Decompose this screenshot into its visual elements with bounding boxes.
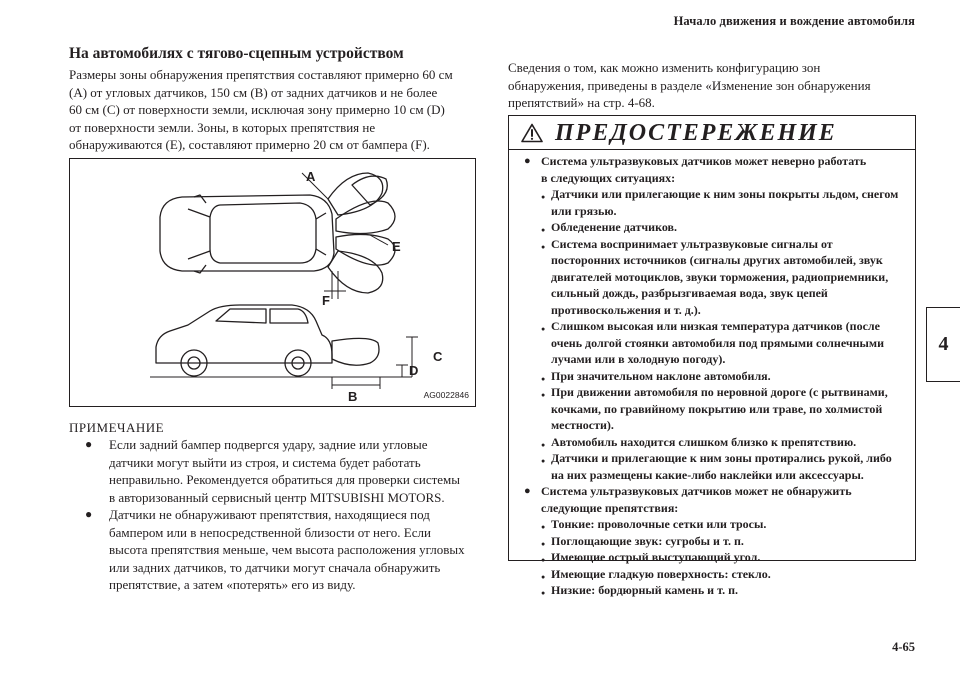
note-line: Если задний бампер подвергся удару, задние или угловые [109, 437, 428, 452]
warning-line-text: Низкие: бордюрный камень и т. п. [551, 583, 739, 597]
warning-subitem [519, 467, 905, 484]
car-side-view-body [156, 305, 332, 363]
dimension-d-line [396, 365, 408, 377]
warning-subitem [519, 269, 905, 286]
warning-line-text: кочками, по гравийному покрытию или траве, по холмистой [551, 401, 883, 416]
bullet-icon: ● [524, 485, 531, 497]
bullet-icon: ● [541, 226, 546, 234]
label-b: B [348, 389, 358, 404]
warning-subitem [519, 434, 905, 451]
car-top-view-roof [210, 203, 316, 263]
warning-subitem [519, 236, 905, 253]
note-line: датчики могут выйти из строя, и система будет работать [109, 454, 421, 470]
side-rear-zone [332, 338, 379, 365]
chapter-number: 4 [938, 333, 949, 355]
warning-subitem [519, 384, 905, 401]
warning-line-text: в следующих ситуациях: [541, 170, 676, 185]
dimension-b-line [332, 377, 380, 389]
warning-header [509, 116, 915, 150]
note-line: высота препятствия меньше, чем высота расположения угловых [109, 542, 465, 557]
detection-zone-paragraph [69, 66, 479, 154]
note-item [85, 506, 479, 594]
note-block [69, 419, 479, 594]
warning-subitem [519, 203, 905, 220]
warning-subitem [519, 417, 905, 434]
warning-triangle-icon [521, 123, 543, 143]
warning-line-text: При значительном наклоне автомобиля. [551, 368, 771, 383]
warning-line-text: Система воспринимает ультразвуковые сигналы от [551, 236, 833, 251]
bullet-icon: ● [541, 572, 546, 581]
warning-line-text: Датчики или прилегающие к ним зоны покрыты льдом, снегом [551, 187, 899, 201]
bullet-icon: ● [541, 523, 546, 531]
intro-line: Сведения о том, как можно изменить конфигурацию зон [508, 60, 821, 75]
warning-subitem [519, 351, 905, 368]
warning-line-text: Имеющие острый выступающий угол. [551, 550, 761, 564]
warning-subitem [519, 252, 905, 269]
bullet-icon: ● [541, 391, 546, 399]
label-e: E [392, 239, 401, 254]
warning-line-text: двигателей мотоциклов, звуки торможения, радиоприемники, [551, 269, 889, 284]
warning-line-text: Обледенение датчиков. [551, 220, 677, 234]
warning-title: ПРЕДОСТЕРЕЖЕНИЕ [555, 119, 837, 146]
warning-subitem [519, 219, 905, 236]
note-line: Датчики не обнаруживают препятствия, находящиеся под [109, 507, 430, 522]
warning-subitem [519, 285, 905, 302]
car-top-view-body [160, 195, 334, 271]
warning-subitem [519, 533, 905, 550]
bullet-icon: ● [541, 539, 546, 548]
note-line: неправильно. Рекомендуется обратиться для проверки системы [109, 472, 461, 487]
right-intro-paragraph [508, 59, 918, 112]
section-heading: На автомобилях с тягово-сцепным устройством [69, 45, 404, 62]
corner-zone-upper [328, 173, 383, 215]
bullet-icon: ● [85, 507, 93, 521]
warning-item [519, 483, 905, 500]
note-line: или задних датчиков, то датчики могут сначала обнаружить [109, 559, 441, 575]
intro-line: препятствий» на стр. 4-68. [508, 95, 655, 110]
note-heading: ПРИМЕЧАНИЕ [69, 420, 165, 435]
note-item [85, 436, 479, 506]
warning-line-text: Система ультразвуковых датчиков может не обнаружить [541, 484, 852, 498]
warning-line-text: сильный дождь, разбрызгиваемая вода, звук цепей [551, 286, 828, 300]
warning-subitem [519, 566, 905, 583]
bullet-icon: ● [541, 193, 546, 201]
warning-subitem [519, 401, 905, 418]
car-top-view-mirror [194, 195, 206, 273]
warning-line-text: местности). [551, 418, 614, 432]
rear-zone-lower [336, 234, 395, 265]
warning-box [508, 115, 916, 597]
label-a: A [306, 169, 316, 184]
warning-subitem [519, 582, 905, 599]
warning-subitem [519, 335, 905, 352]
left-column [69, 44, 479, 154]
warning-list [509, 150, 915, 599]
intro-line: обнаружения, приведены в разделе «Изменение зон обнаружения [508, 77, 871, 93]
chapter-tab [926, 307, 960, 382]
bullet-icon: ● [541, 440, 546, 449]
paragraph-line: Размеры зоны обнаружения препятствия составляют примерно 60 см [69, 67, 453, 82]
warning-subitem [519, 516, 905, 533]
page-number: 4-65 [892, 640, 915, 654]
warning-line-text: При движении автомобиля по неровной дороге (с рытвинами, [551, 385, 888, 399]
label-c: C [433, 349, 443, 364]
warning-line-text: Автомобиль находится слишком близко к препятствию. [551, 434, 857, 449]
running-header: Начало движения и вождение автомобиля [673, 14, 915, 28]
rear-zone-upper [336, 201, 395, 234]
bullet-icon: ● [541, 242, 546, 251]
sensor-zone-figure [69, 158, 476, 407]
bullet-icon: ● [85, 437, 93, 451]
bullet-icon: ● [541, 589, 546, 597]
warning-line-text: очень долгой стоянки автомобиля под прямыми солнечными [551, 335, 884, 350]
note-line: препятствие, а затем «потерять» его из виду. [109, 577, 356, 592]
warning-item [519, 153, 905, 170]
paragraph-line: (A) от угловых датчиков, 150 см (B) от задних датчиков и не более [69, 84, 438, 100]
bullet-icon: ● [524, 155, 531, 167]
note-line: бампером или в непосредственной близости от него. Если [109, 524, 431, 540]
warning-line-text: Поглощающие звук: сугробы и т. п. [551, 533, 744, 548]
warning-item [519, 170, 905, 187]
paragraph-line: от поверхности земли. Зоны, в которых препятствия не [69, 119, 376, 135]
warning-line-text: Имеющие гладкую поверхность: стекло. [551, 566, 771, 581]
warning-subitem [519, 318, 905, 335]
warning-line-text: Система ультразвуковых датчиков может неверно работать [541, 154, 867, 168]
label-d: D [409, 363, 419, 378]
bullet-icon: ● [541, 457, 546, 465]
car-top-view-windshield [188, 209, 326, 259]
warning-line-text: на них размещены какие-либо наклейки или аксессуары. [551, 467, 864, 482]
note-line: в авторизованный сервисный центр MITSUBISHI MOTORS. [109, 489, 445, 505]
corner-zone-lower [328, 251, 383, 293]
warning-subitem [519, 450, 905, 467]
warning-subitem [519, 549, 905, 566]
bullet-icon: ● [541, 325, 546, 333]
paragraph-line: обнаруживаются (E), составляют примерно 20 см от бампера (F). [69, 137, 430, 152]
paragraph-line: 60 см (C) от поверхности земли, исключая зону примерно 10 см (D) [69, 102, 445, 117]
bullet-icon: ● [541, 556, 546, 564]
warning-item [519, 500, 905, 517]
figure-id: AG0022846 [423, 390, 469, 400]
warning-line-text: Тонкие: проволочные сетки или тросы. [551, 517, 767, 531]
warning-line-text: следующие препятствия: [541, 500, 679, 515]
warning-line-text: или грязью. [551, 203, 617, 218]
car-side-view-window [216, 309, 308, 323]
label-f: F [322, 293, 330, 308]
bullet-icon: ● [541, 374, 546, 383]
warning-line-text: лучами или в холодную погоду). [551, 352, 726, 366]
warning-line-text: Датчики и прилегающие к ним зоны протирались рукой, либо [551, 451, 892, 465]
warning-line-text: противоскольжения и т. д.). [551, 302, 701, 317]
warning-subitem [519, 302, 905, 319]
warning-subitem [519, 368, 905, 385]
warning-subitem [519, 186, 905, 203]
warning-line-text: Слишком высокая или низкая температура датчиков (после [551, 319, 880, 333]
warning-line-text: посторонних источников (сигналы других автомобилей, звук [551, 253, 883, 267]
